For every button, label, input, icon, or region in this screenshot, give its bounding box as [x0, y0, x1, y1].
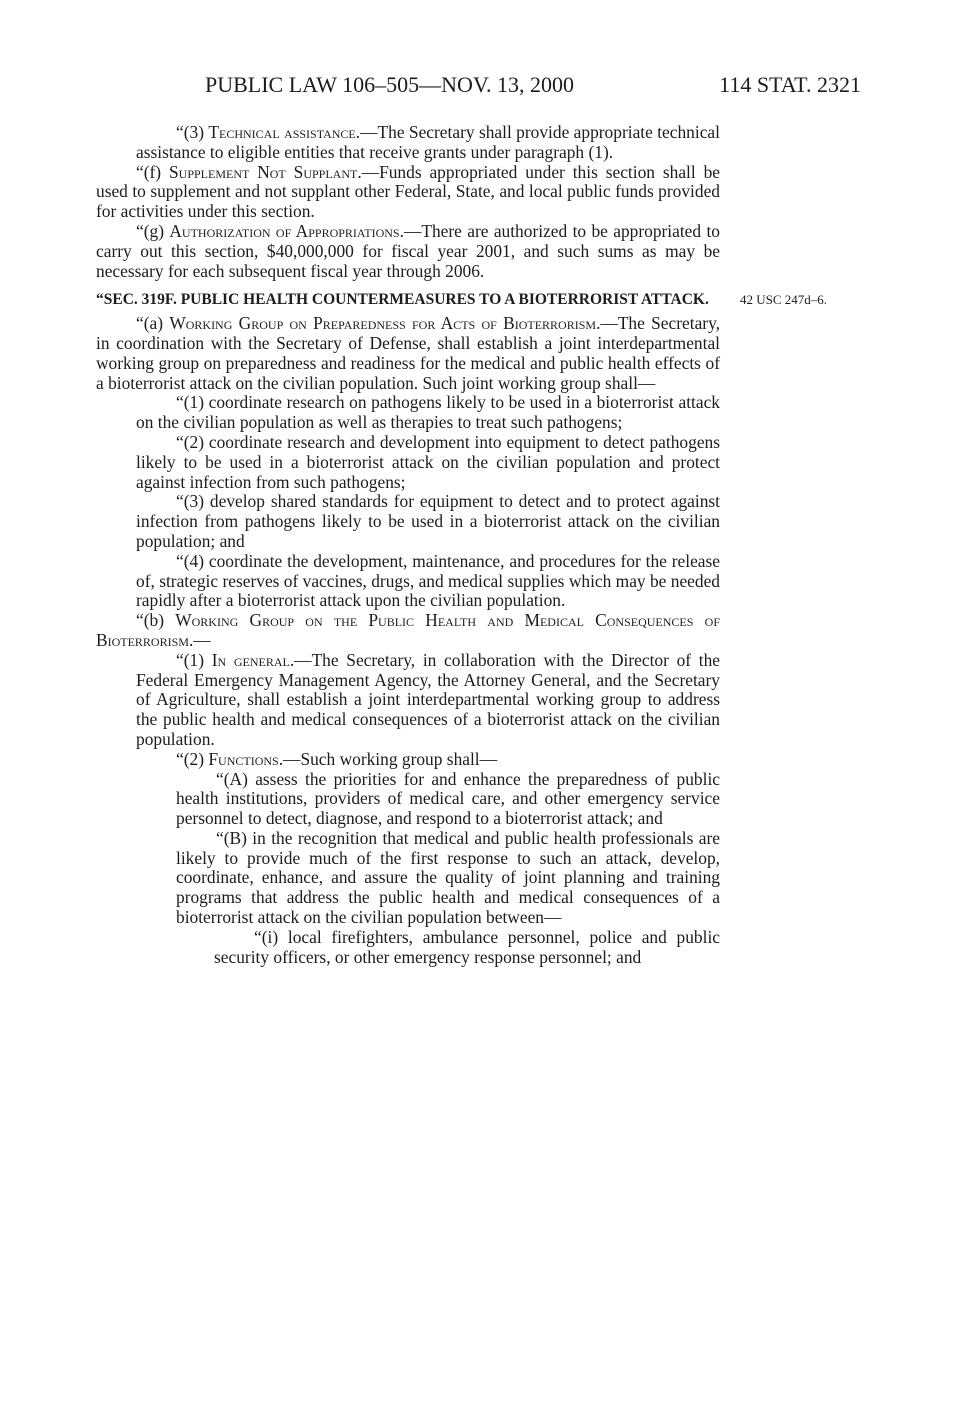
paragraph-heading: Functions. [208, 748, 284, 769]
paragraph-in-general [136, 651, 720, 750]
stat-reference: 114 STAT. 2321 [719, 72, 861, 97]
public-law-title: PUBLIC LAW 106–505—NOV. 13, 2000 [205, 72, 574, 97]
list-item: “(2) coordinate research and development into equipment to detect pathogens likely to be used in a bioterrorist attack on the civilian population and protect against infection from such pathogens; [136, 431, 720, 492]
paragraph-label: “(1) [176, 649, 212, 670]
paragraph-heading: Working Group on the Public Health and Medical Consequences of Bioterrorism. [96, 610, 720, 650]
paragraph-heading: In general. [211, 649, 295, 670]
page-body [96, 122, 828, 967]
page-header [205, 72, 861, 102]
paragraph-label: “(3) [176, 122, 209, 142]
paragraph-text: —The Secretary, in coordination with the Secretary of Defense, shall establish a joint interdepartmental working group on preparedness and readiness for the medical and public health effects of a bioterrorist attack on the civilian population. Such joint working group shall— [96, 313, 721, 393]
paragraph-label: “(2) [176, 748, 209, 769]
paragraph-supplement-not-supplant [96, 163, 720, 222]
usc-margin-note: 42 USC 247d–6. [740, 292, 828, 308]
paragraph-heading: Working Group on Preparedness for Acts of Bioterrorism. [169, 313, 601, 334]
paragraph-text: —The Secretary shall provide appropriate technical assistance to eligible entities that receive grants under paragraph (1). [136, 122, 720, 162]
paragraph-label: “(g) [136, 220, 170, 241]
list-item: “(3) develop shared standards for equipment to detect and to protect against infection from pathogens likely to be used in a bioterrorist attack on the civilian population; and [136, 491, 720, 551]
paragraph-technical-assistance [136, 123, 720, 163]
list-item: “(4) coordinate the development, maintenance, and procedures for the release of, strategic reserves of vaccines, drugs, and medical supplies which may be needed rapidly after a bioterrorist attack upon the civilian population. [136, 550, 720, 611]
paragraph-text: —There are authorized to be appropriated to carry out this section, $40,000,000 for fiscal year 2001, and such sums as may be necessary for each subsequent fiscal year through 2006. [96, 220, 720, 281]
section-heading [96, 290, 828, 310]
paragraph-heading: Supplement Not Supplant. [168, 161, 362, 182]
paragraph-heading: Authorization of Appropriations. [169, 220, 404, 241]
list-item: “(B) in the recognition that medical and public health professionals are likely to provide much of the first response to such an attack, develop, coordinate, enhance, and assure the quality of joint planning and training programs that address the public health and medical consequences of a bioterrorist attack on the civilian population between— [176, 827, 720, 928]
paragraph-working-group-consequences [96, 611, 720, 651]
paragraph-functions [136, 750, 720, 770]
paragraph-working-group-preparedness [96, 314, 720, 393]
section-title: “SEC. 319F. PUBLIC HEALTH COUNTERMEASURES TO A BIOTERRORIST ATTACK. [96, 291, 709, 309]
paragraph-label: “(a) [136, 313, 170, 334]
paragraph-label: “(f) [136, 161, 169, 182]
paragraph-text: — [193, 629, 211, 650]
list-item: “(A) assess the priorities for and enhance the preparedness of public health institutions, providers of medical care, and other emergency service personnel to detect, diagnose, and respond to a bioterrorist attack; and [176, 768, 720, 829]
paragraph-text: —Funds appropriated under this section shall be used to supplement and not supplant other Federal, State, and local public funds provided for activities under this section. [96, 161, 720, 222]
paragraph-authorization [96, 222, 720, 281]
list-item: “(1) coordinate research on pathogens likely to be used in a bioterrorist attack on the civilian population as well as therapies to treat such pathogens; [136, 392, 720, 433]
paragraph-heading: Technical assistance. [208, 122, 361, 142]
paragraph-text: —Such working group shall— [283, 748, 498, 769]
paragraph-label: “(b) [136, 610, 176, 631]
paragraph-text: —The Secretary, in collaboration with the Director of the Federal Emergency Management Agency, the Attorney General, and the Secretary of Agriculture, shall establish a joint interdepartmental working group to address the public health and medical consequences of a bioterrorist attack on the civilian population. [136, 649, 720, 749]
list-item: “(i) local firefighters, ambulance personnel, police and public security officers, or other emergency response personnel; and [214, 926, 720, 967]
